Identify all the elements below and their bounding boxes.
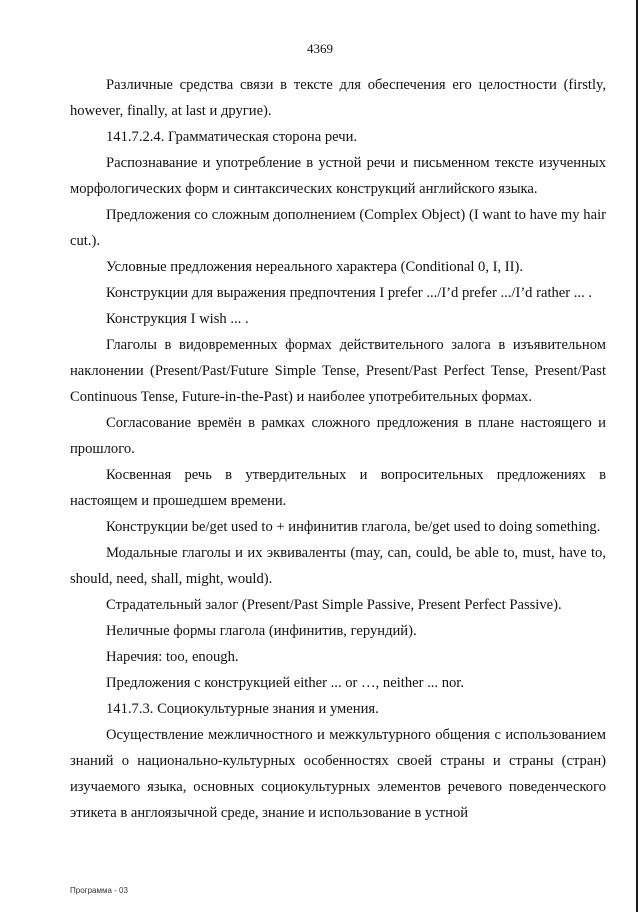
paragraph-reported-speech: Косвенная речь в утвердительных и вопросительных предложениях в настоящем и прошедшем времени. <box>70 467 606 509</box>
page-footer: Программа - 03 <box>70 886 128 895</box>
paragraph-preference: Конструкции для выражения предпочтения I prefer .../I’d prefer .../I’d rather ... . <box>106 285 593 301</box>
document-body <box>70 72 606 826</box>
paragraph-recognition: Распознавание и употребление в устной речи и письменном тексте изученных морфологических форм и синтаксических конструкций английского языка. <box>70 155 606 197</box>
paragraph-either-or: Предложения с конструкцией either ... or …, neither ... nor. <box>106 675 464 691</box>
paragraph-passive: Страдательный залог (Present/Past Simple Passive, Present Perfect Passive). <box>106 597 562 613</box>
paragraph-used-to: Конструкции be/get used to + инфинитив глагола, be/get used to doing something. <box>106 519 601 535</box>
paragraph-adverbs: Наречия: too, enough. <box>106 649 239 665</box>
paragraph-non-finite: Неличные формы глагола (инфинитив, герундий). <box>106 623 417 639</box>
paragraph-communication: Осуществление межличностного и межкультурного общения с использованием знаний о национально-культурных особенностях своей страны и страны (стран) изучаемого языка, основных социокультурных элементов речевого поведенческого этикета в англоязычной среде, знание и использование в устной <box>70 727 606 821</box>
paragraph-linking-devices: Различные средства связи в тексте для обеспечения его целостности (firstly, however, finally, at last и другие). <box>70 77 606 119</box>
paragraph-sequence-of-tenses: Согласование времён в рамках сложного предложения в плане настоящего и прошлого. <box>70 415 606 457</box>
paragraph-modals: Модальные глаголы и их эквиваленты (may, can, could, be able to, must, have to, should, need, shall, might, would). <box>70 545 606 587</box>
section-heading-grammar: 141.7.2.4. Грамматическая сторона речи. <box>106 129 358 145</box>
paragraph-complex-object: Предложения со сложным дополнением (Complex Object) (I want to have my hair cut.). <box>70 207 606 249</box>
section-heading-sociocultural: 141.7.3. Социокультурные знания и умения. <box>106 701 379 717</box>
scan-edge-line <box>636 0 638 912</box>
paragraph-conditionals: Условные предложения нереального характера (Conditional 0, I, II). <box>106 259 524 275</box>
paragraph-tenses: Глаголы в видовременных формах действительного залога в изъявительном наклонении (Present/Past/Future Simple Tense, Present/Past Perfect Tense, Present/Past Continuous Tense, Future-in-the-Past) и наиболее употребительных формах. <box>70 337 606 405</box>
page-number: 4369 <box>307 41 333 56</box>
paragraph-i-wish: Конструкция I wish ... . <box>106 311 249 327</box>
